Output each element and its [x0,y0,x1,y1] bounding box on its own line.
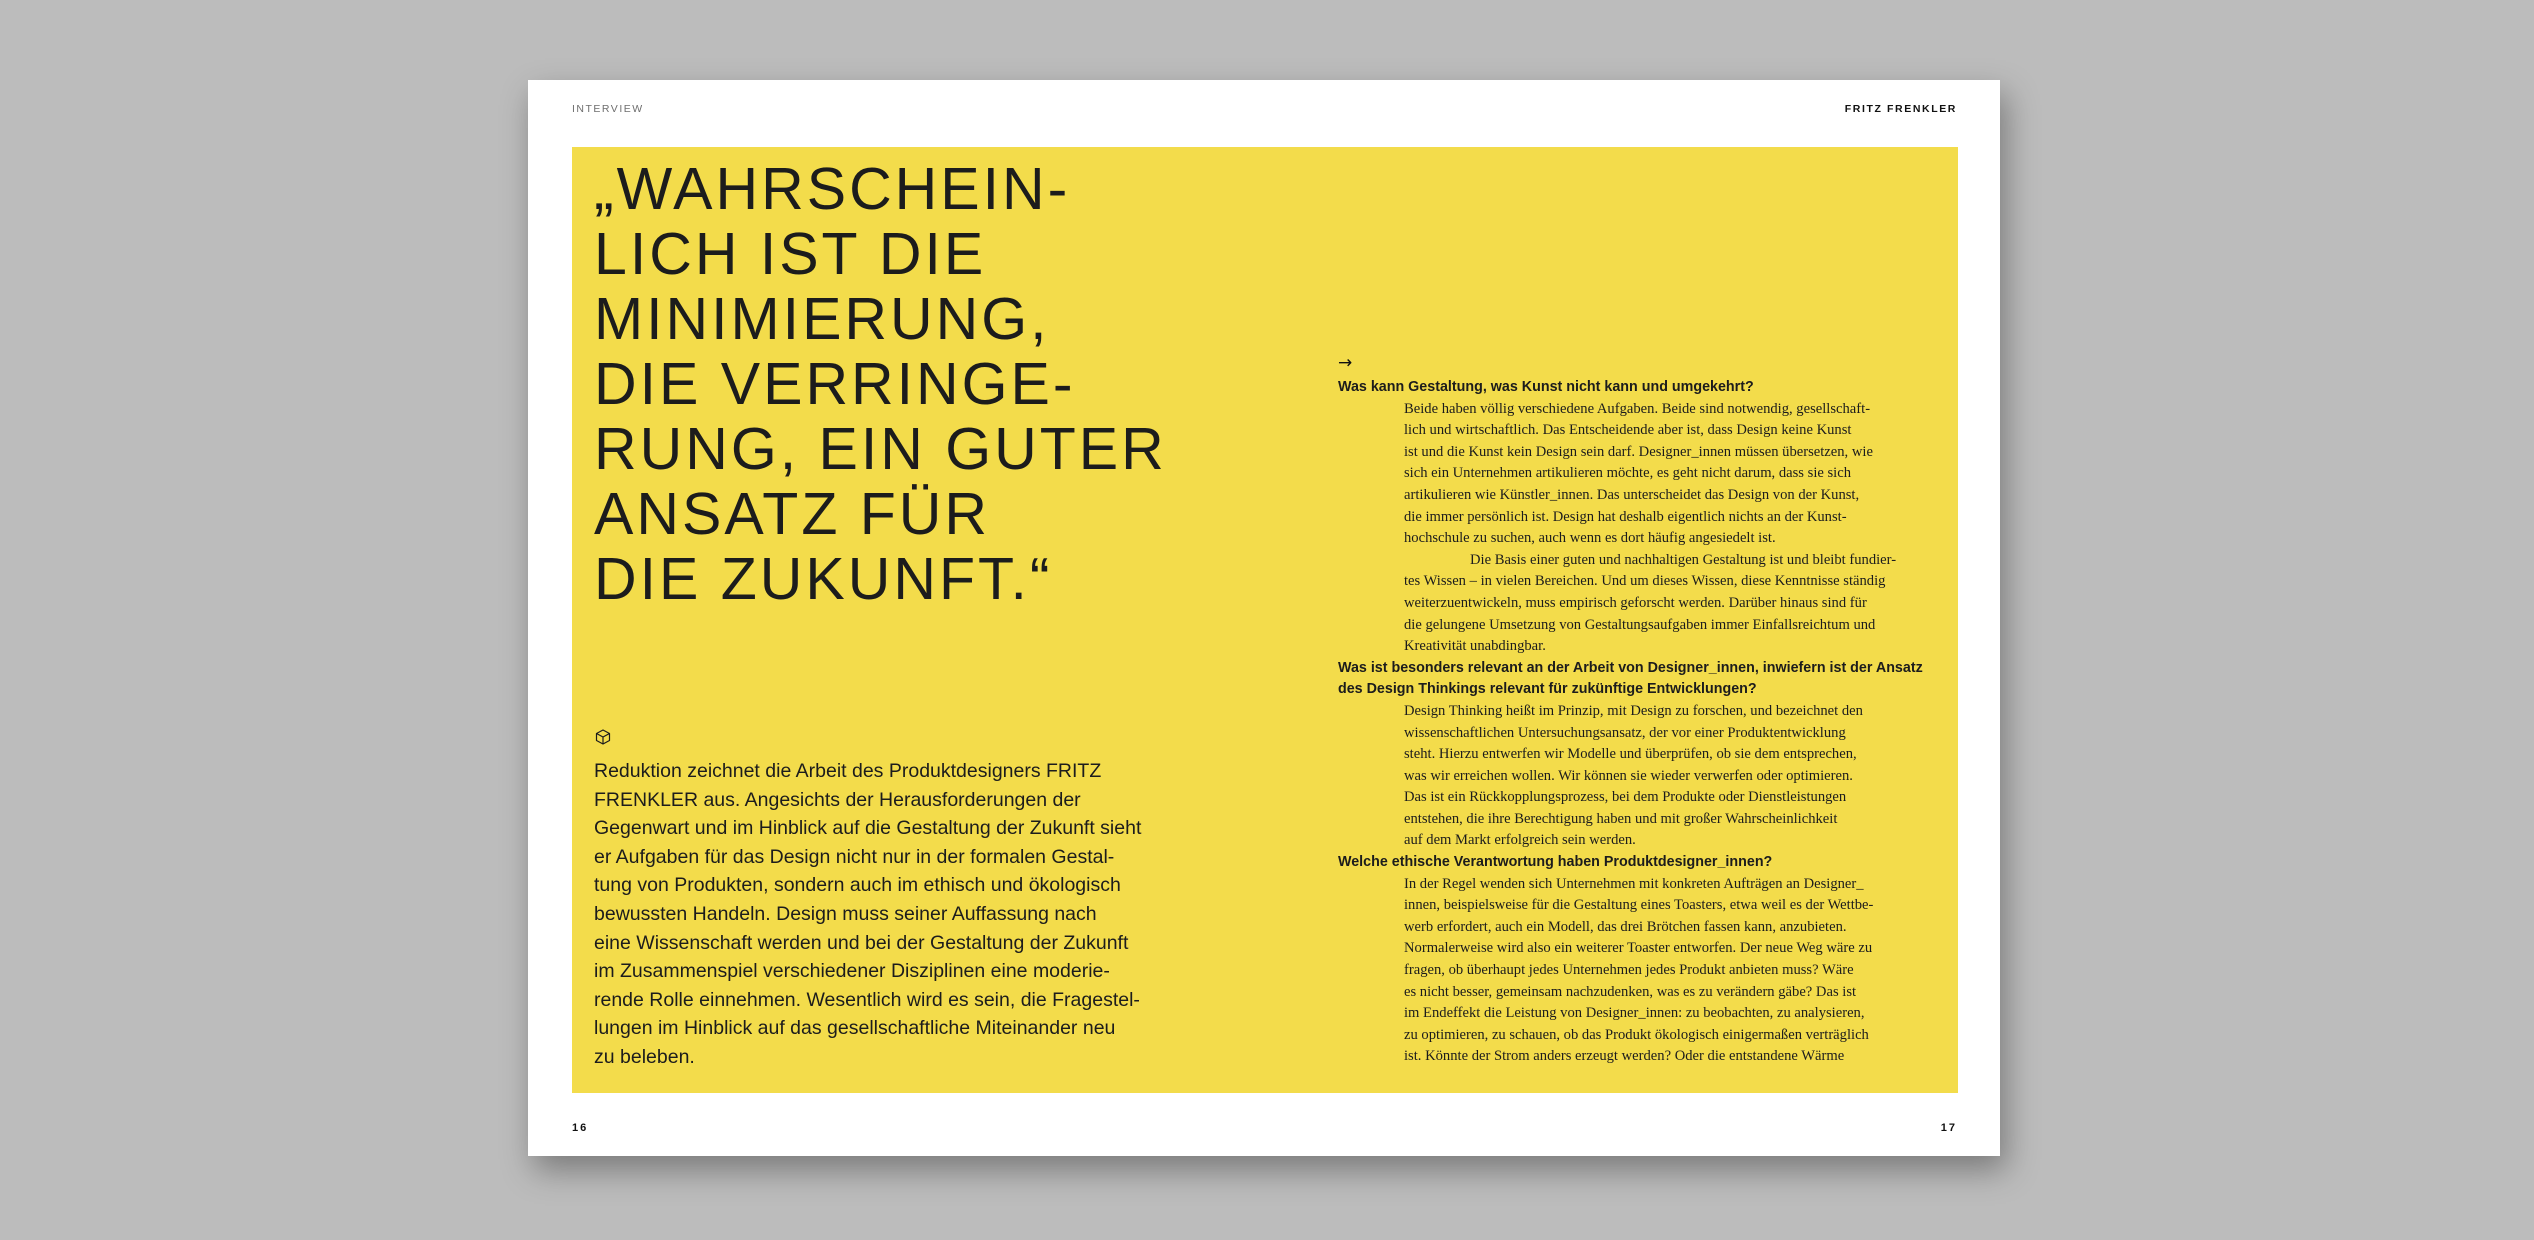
quote-line: RUNG, EIN GUTER [594,416,1167,482]
answer-line: wissenschaftlichen Untersuchungsansatz, der vor einer Produktentwicklung [1404,724,1846,741]
pull-quote [594,157,1234,612]
answer-line: Beide haben völlig verschiedene Aufgaben. Beide sind notwendig, gesellschaft- [1404,400,1871,417]
answer-3 [1338,874,1928,1068]
answer-line: In der Regel wenden sich Unternehmen mit konkreten Aufträgen an Designer_ [1404,875,1864,892]
answer-line: ist. Könnte der Strom anders erzeugt werden? Oder die entstandene Wärme [1404,1048,1845,1065]
answer-line: Normalerweise wird also ein weiterer Toaster entworfen. Der neue Weg wäre zu [1404,940,1873,957]
section-label: INTERVIEW [572,103,644,115]
question-2 [1338,658,1928,701]
answer-line: artikulieren wie Künstler_innen. Das unterscheidet das Design von der Kunst, [1404,486,1860,503]
answer-line: weiterzuentwickeln, muss empirisch geforscht werden. Darüber hinaus sind für [1404,594,1867,611]
question-3 [1338,852,1928,874]
intro-line: er Aufgaben für das Design nicht nur in der formalen Gestal- [594,845,1115,868]
intro-line: im Zusammenspiel verschiedener Disziplinen eine moderie- [594,960,1110,983]
answer-line: lich und wirtschaftlich. Das Entscheidende aber ist, dass Design keine Kunst [1404,422,1852,439]
yellow-panel [572,147,1958,1093]
person-label: FRITZ FRENKLER [1844,103,1957,115]
answer-line: was wir erreichen wollen. Wir können sie wieder verwerfen oder optimieren. [1404,767,1853,784]
answer-1 [1338,399,1928,658]
answer-line: die gelungene Umsetzung von Gestaltungsaufgaben immer Einfallsreichtum und [1404,616,1876,633]
intro-line: zu beleben. [594,1045,695,1068]
page-number-left: 16 [572,1122,589,1134]
arrow-right-icon: → [1338,353,1353,373]
quote-line: DIE VERRINGE- [594,351,1076,417]
answer-line: Die Basis einer guten und nachhaltigen Gestaltung ist und bleibt fundier- [1470,551,1897,568]
quote-line: DIE ZUKUNFT.“ [594,546,1053,612]
intro-paragraph [594,757,1194,1072]
interview-text [1338,377,1928,1068]
intro-line: Gegenwart und im Hinblick auf die Gestaltung der Zukunft sieht [594,817,1142,840]
intro-line: eine Wissenschaft werden und bei der Gestaltung der Zukunft [594,931,1129,954]
question-1 [1338,377,1928,399]
answer-line: tes Wissen – in vielen Bereichen. Und um dieses Wissen, diese Kenntnisse ständig [1404,573,1886,590]
intro-line: bewussten Handeln. Design muss seiner Auffassung nach [594,902,1097,925]
answer-line: Das ist ein Rückkopplungsprozess, bei dem Produkte oder Dienstleistungen [1404,789,1847,806]
answer-line: auf dem Markt erfolgreich sein werden. [1404,832,1636,849]
intro-line: rende Rolle einnehmen. Wesentlich wird es sein, die Fragestel- [594,988,1140,1011]
quote-line: MINIMIERUNG, [594,286,1050,352]
answer-line: hochschule zu suchen, auch wenn es dort häufig angesiedelt ist. [1404,530,1776,547]
answer-line: zu optimieren, zu schauen, ob das Produkt ökologisch einigermaßen verträglich [1404,1026,1869,1043]
answer-line: es nicht besser, gemeinsam nachzudenken, was es zu verändern gäbe? Das ist [1404,983,1857,1000]
intro-line: lungen im Hinblick auf das gesellschaftliche Miteinander neu [594,1017,1116,1040]
answer-line: Kreativität unabdingbar. [1404,638,1546,655]
intro-line: FRENKLER aus. Angesichts der Herausforderungen der [594,788,1081,811]
question-line: Was kann Gestaltung, was Kunst nicht kann und umgekehrt? [1338,379,1754,395]
answer-line: werb erfordert, auch ein Modell, das drei Brötchen fassen kann, anzubieten. [1404,918,1847,935]
question-line: Welche ethische Verantwortung haben Produktdesigner_innen? [1338,854,1773,871]
quote-line: ANSATZ FÜR [594,481,991,547]
magazine-spread [528,80,2000,1156]
answer-2 [1338,701,1928,852]
intro-line: Reduktion zeichnet die Arbeit des Produktdesigners FRITZ [594,760,1102,782]
answer-line: die immer persönlich ist. Design hat deshalb eigentlich nichts an der Kunst- [1404,508,1847,525]
question-line: des Design Thinkings relevant für zukünftige Entwicklungen? [1338,681,1757,698]
answer-line: fragen, ob überhaupt jedes Unternehmen jedes Produkt anbieten muss? Wäre [1404,962,1854,979]
answer-line: ist und die Kunst kein Design sein darf. Designer_innen müssen übersetzen, wie [1404,443,1873,460]
answer-line: steht. Hierzu entwerfen wir Modelle und überprüfen, ob sie dem entsprechen, [1404,746,1857,763]
answer-line: im Endeffekt die Leistung von Designer_innen: zu beobachten, zu analysieren, [1404,1005,1865,1022]
answer-line: Design Thinking heißt im Prinzip, mit Design zu forschen, und bezeichnet den [1404,702,1863,719]
intro-line: tung von Produkten, sondern auch im ethisch und ökologisch [594,874,1121,897]
quote-line: LICH IST DIE [594,221,987,287]
answer-line: sich ein Unternehmen artikulieren möchte, es geht nicht darum, dass sie sich [1404,465,1852,482]
cube-icon [594,728,612,746]
question-line: Was ist besonders relevant an der Arbeit von Designer_innen, inwiefern ist der Ansatz [1338,659,1923,676]
page-number-right: 17 [1940,1122,1957,1134]
answer-line: entstehen, die ihre Berechtigung haben und mit großer Wahrscheinlichkeit [1404,810,1838,827]
answer-line: innen, beispielsweise für die Gestaltung eines Toasters, etwa weil es der Wettbe- [1404,897,1874,914]
quote-line: „WAHRSCHEIN- [594,156,1071,222]
